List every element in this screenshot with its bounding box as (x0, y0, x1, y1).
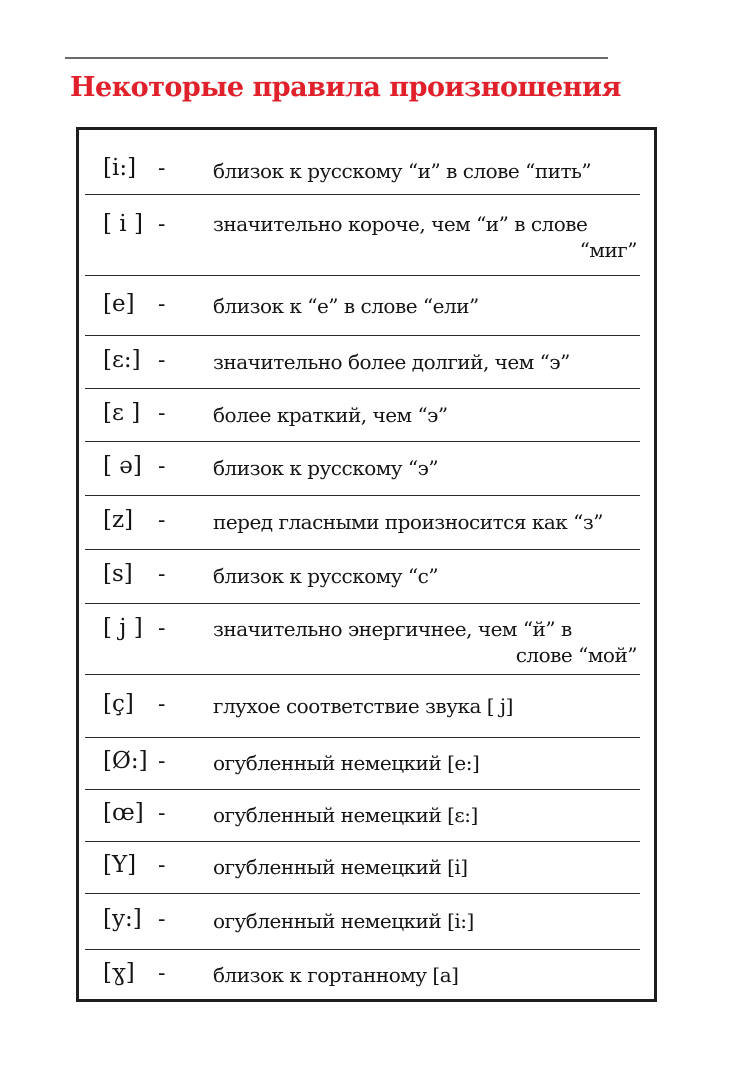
description-line: огубленный немецкий [ɛ:] (213, 803, 478, 827)
phonetic-symbol: [ç] (103, 691, 134, 717)
table-row (79, 949, 654, 999)
rule-description (213, 158, 637, 184)
phonetic-symbol: [ ə] (103, 453, 142, 479)
phonetic-symbol: [Y] (103, 852, 137, 878)
dash: - (158, 401, 166, 426)
rule-description (213, 509, 637, 535)
table-row (79, 441, 654, 495)
phonetic-symbol: [s] (103, 561, 133, 587)
rule-description (213, 563, 637, 589)
dash: - (158, 156, 166, 181)
description-line: близок к русскому “и” в слове “пить” (213, 159, 592, 183)
dash: - (158, 508, 166, 533)
rule-description (213, 802, 637, 828)
table-row (79, 495, 654, 549)
table-row (79, 789, 654, 841)
phonetic-symbol: [z] (103, 507, 134, 533)
rule-description (213, 349, 637, 375)
table-row (79, 674, 654, 737)
dash: - (158, 801, 166, 826)
rule-description (213, 455, 637, 481)
phonetic-symbol: [ɛ ] (103, 400, 141, 426)
phonetic-symbol: [ɣ] (103, 960, 135, 986)
table-row (79, 335, 654, 388)
description-line: близок к “е” в слове “ели” (213, 294, 479, 318)
dash: - (158, 616, 166, 641)
phonetic-symbol: [ i ] (103, 211, 143, 237)
table-row (79, 194, 654, 275)
table-row (79, 893, 654, 949)
description-line: значительно более долгий, чем “э” (213, 350, 570, 374)
description-line: более краткий, чем “э” (213, 403, 448, 427)
phonetic-symbol: [ j ] (103, 615, 143, 641)
description-line: перед гласными произносится как “з” (213, 510, 603, 534)
dash: - (158, 454, 166, 479)
pronunciation-table (76, 127, 657, 1002)
dash: - (158, 961, 166, 986)
dash: - (158, 907, 166, 932)
description-line: глухое соответствие звука [ j] (213, 694, 513, 718)
rule-description (213, 293, 637, 319)
description-line: огубленный немецкий [i:] (213, 909, 474, 933)
rule-description (213, 962, 637, 988)
table-row (79, 737, 654, 789)
dash: - (158, 692, 166, 717)
phonetic-symbol: [ɛ:] (103, 347, 141, 373)
dash: - (158, 348, 166, 373)
description-line: близок к русскому “с” (213, 564, 439, 588)
table-row (79, 841, 654, 893)
description-line: огубленный немецкий [i] (213, 855, 468, 879)
dash: - (158, 212, 166, 237)
description-line: “миг” (579, 238, 637, 263)
description-line: слове “мой” (515, 643, 637, 668)
description-line: близок к русскому “э” (213, 456, 439, 480)
phonetic-symbol: [i:] (103, 155, 137, 181)
rule-description (213, 211, 637, 264)
rule-description (213, 693, 637, 719)
phonetic-symbol: [y:] (103, 906, 142, 932)
table-row (79, 130, 654, 194)
rule-description (213, 908, 637, 934)
page-title: Некоторые правила произношения (70, 72, 621, 103)
top-divider (65, 57, 608, 59)
phonetic-symbol: [œ] (103, 800, 144, 826)
rule-description (213, 616, 637, 669)
table-row (79, 549, 654, 603)
table-row (79, 275, 654, 335)
description-line: значительно короче, чем “и” в слове (213, 212, 588, 236)
dash: - (158, 562, 166, 587)
rule-description (213, 854, 637, 880)
table-row (79, 388, 654, 441)
description-line: значительно энергичнее, чем “й” в (213, 617, 572, 641)
phonetic-symbol: [Ø:] (103, 748, 148, 774)
rule-description (213, 750, 637, 776)
phonetic-symbol: [e] (103, 291, 135, 317)
dash: - (158, 749, 166, 774)
description-line: огубленный немецкий [e:] (213, 751, 480, 775)
dash: - (158, 853, 166, 878)
dash: - (158, 292, 166, 317)
table-row (79, 603, 654, 674)
description-line: близок к гортанному [a] (213, 963, 459, 987)
rule-description (213, 402, 637, 428)
